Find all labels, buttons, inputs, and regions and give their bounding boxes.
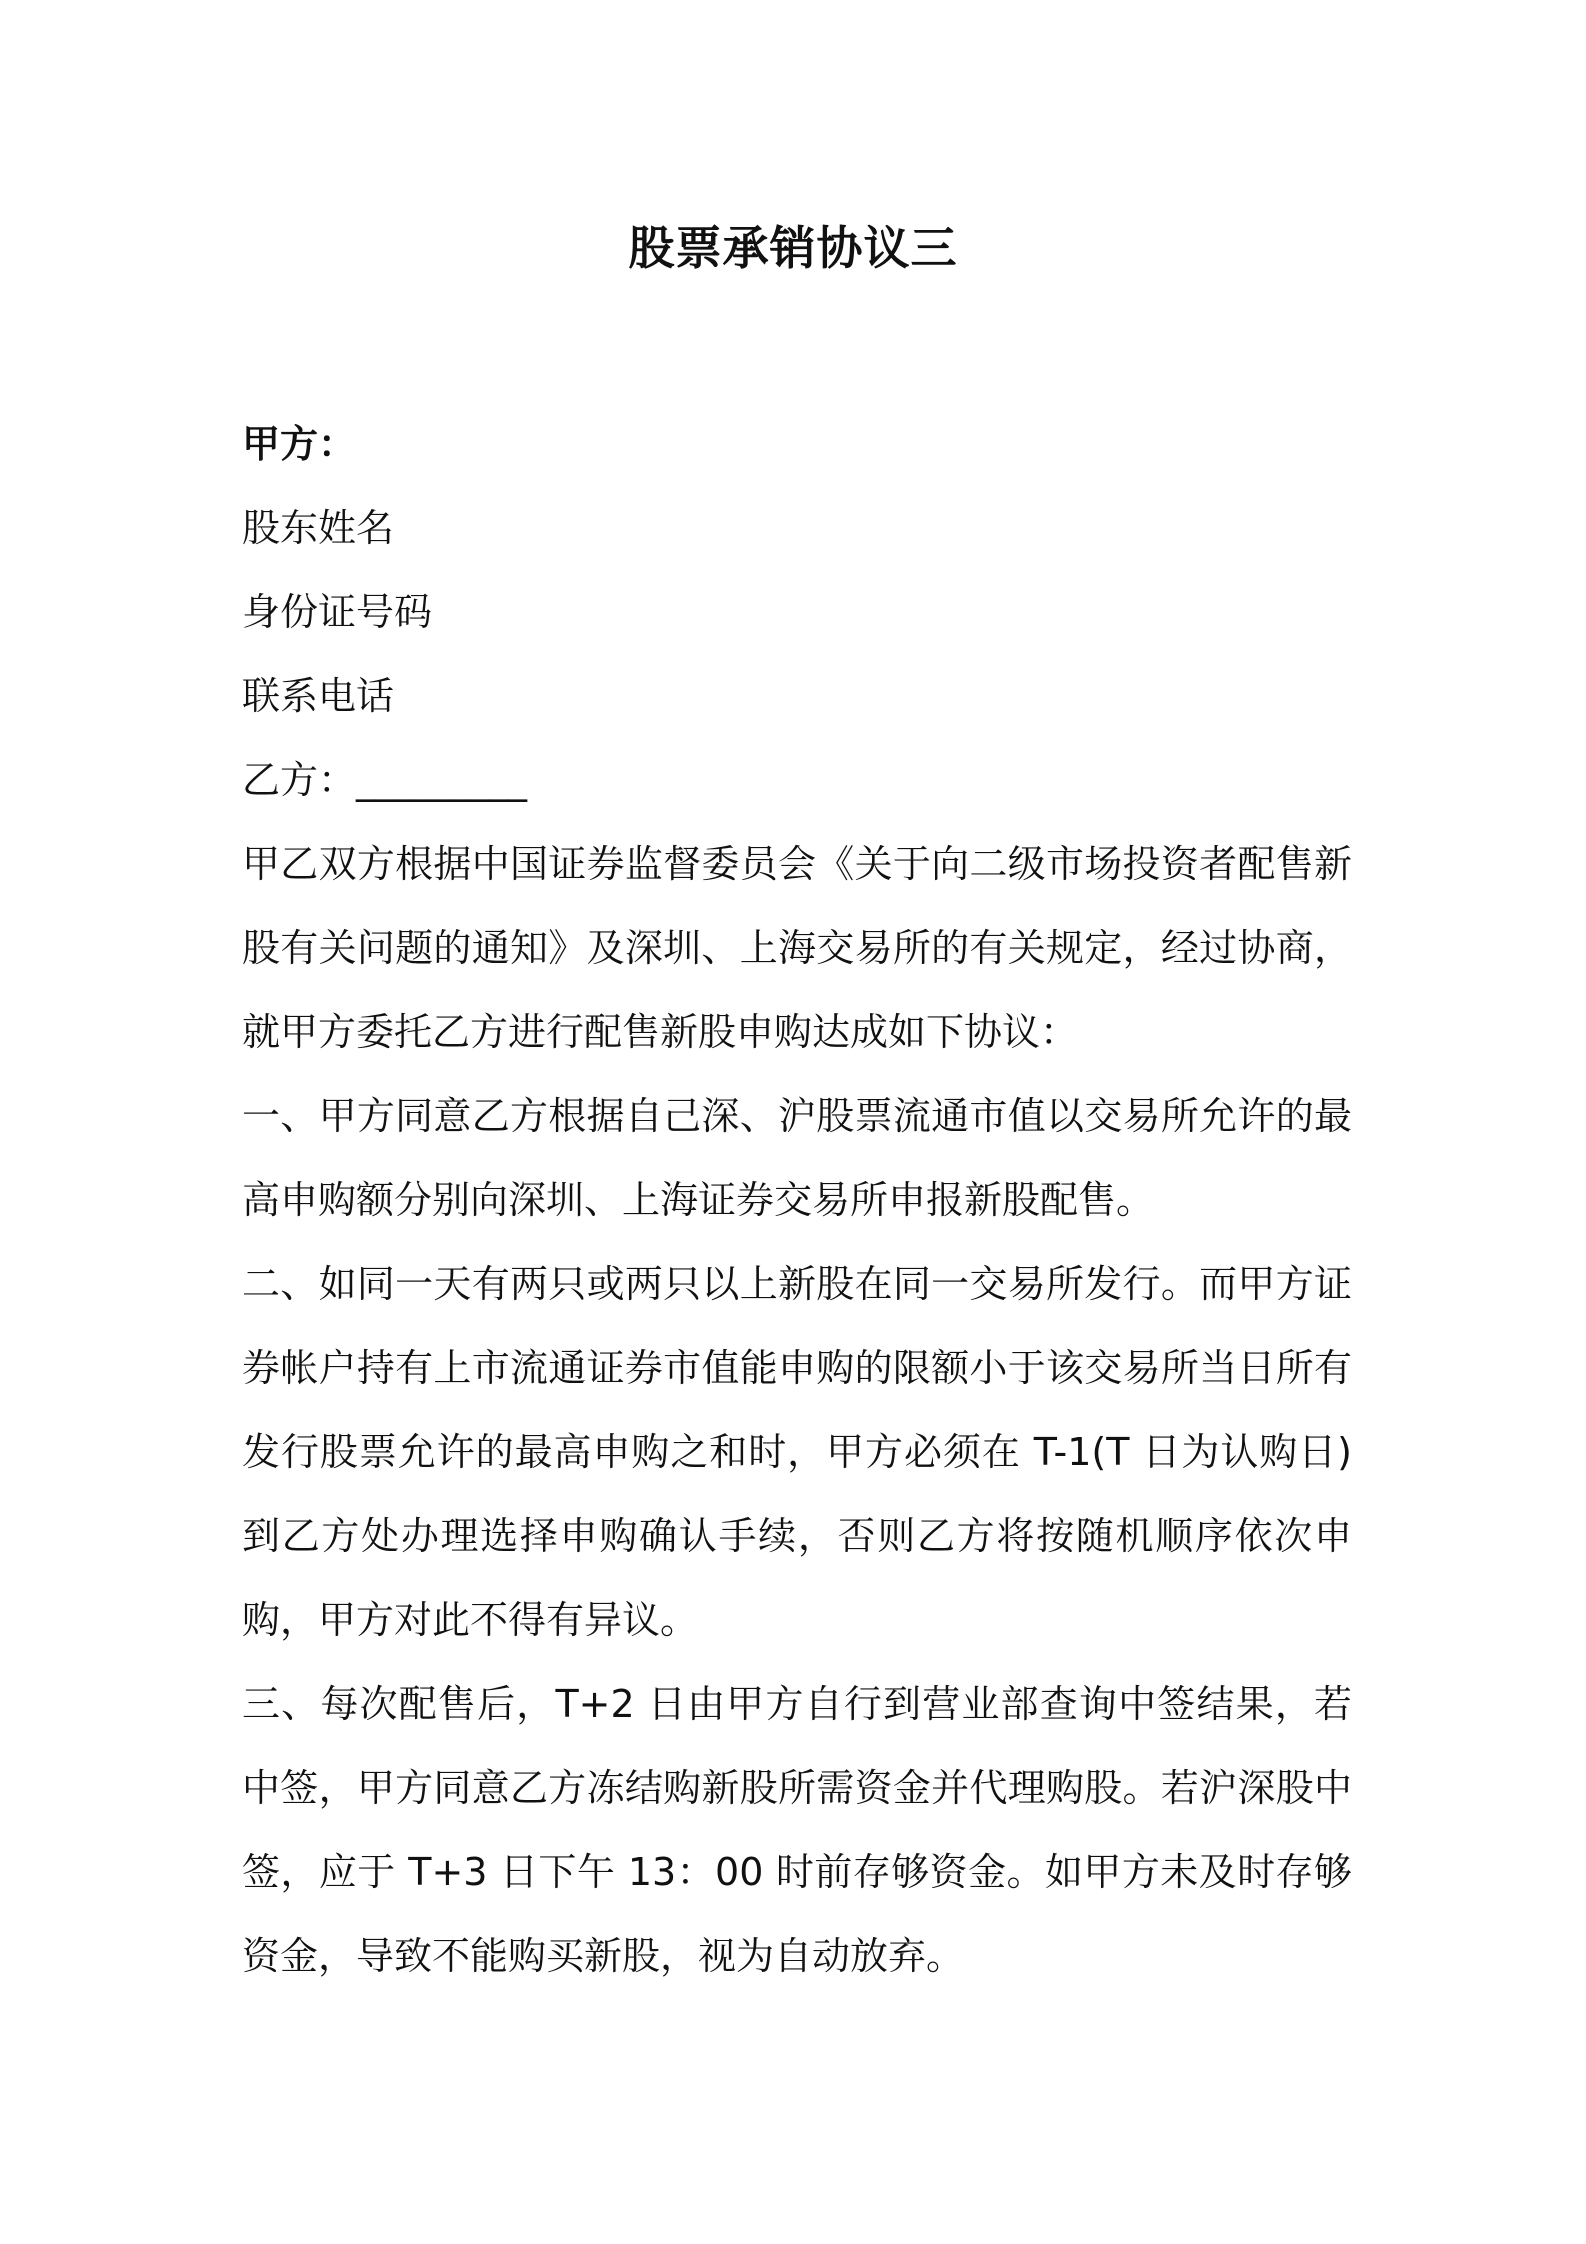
field-id-number: 身份证号码 [242, 590, 433, 634]
field-phone: 联系电话 [242, 674, 395, 718]
party-a-label: 甲方： [242, 422, 357, 466]
document-body [242, 402, 1352, 1998]
clause-3: 三、每次配售后，T+2 日由甲方自行到营业部查询中签结果，若中签，甲方同意乙方冻结购新股所需资金并代理购股。若沪深股中签，应于 T+3 日下午 13：00 时前存够资金。如甲方未及时存够资金，导致不能购买新股，视为自动放弃。 [242, 1682, 1352, 1978]
field-shareholder-name: 股东姓名 [242, 506, 395, 550]
page-title: 股票承销协议三 [628, 221, 958, 275]
clause-2: 二、如同一天有两只或两只以上新股在同一交易所发行。而甲方证券帐户持有上市流通证券市值能申购的限额小于该交易所当日所有发行股票允许的最高申购之和时，甲方必须在 T-1(T 日为认购日)到乙方处办理选择申购确认手续，否则乙方将按随机顺序依次申购，甲方对此不得有异议。 [242, 1262, 1352, 1642]
party-b-line: 乙方：_________ [242, 758, 528, 802]
intro-paragraph: 甲乙双方根据中国证券监督委员会《关于向二级市场投资者配售新股有关问题的通知》及深圳、上海交易所的有关规定，经过协商，就甲方委托乙方进行配售新股申购达成如下协议： [242, 842, 1352, 1054]
clause-1: 一、甲方同意乙方根据自己深、沪股票流通市值以交易所允许的最高申购额分别向深圳、上海证券交易所申报新股配售。 [242, 1094, 1352, 1222]
